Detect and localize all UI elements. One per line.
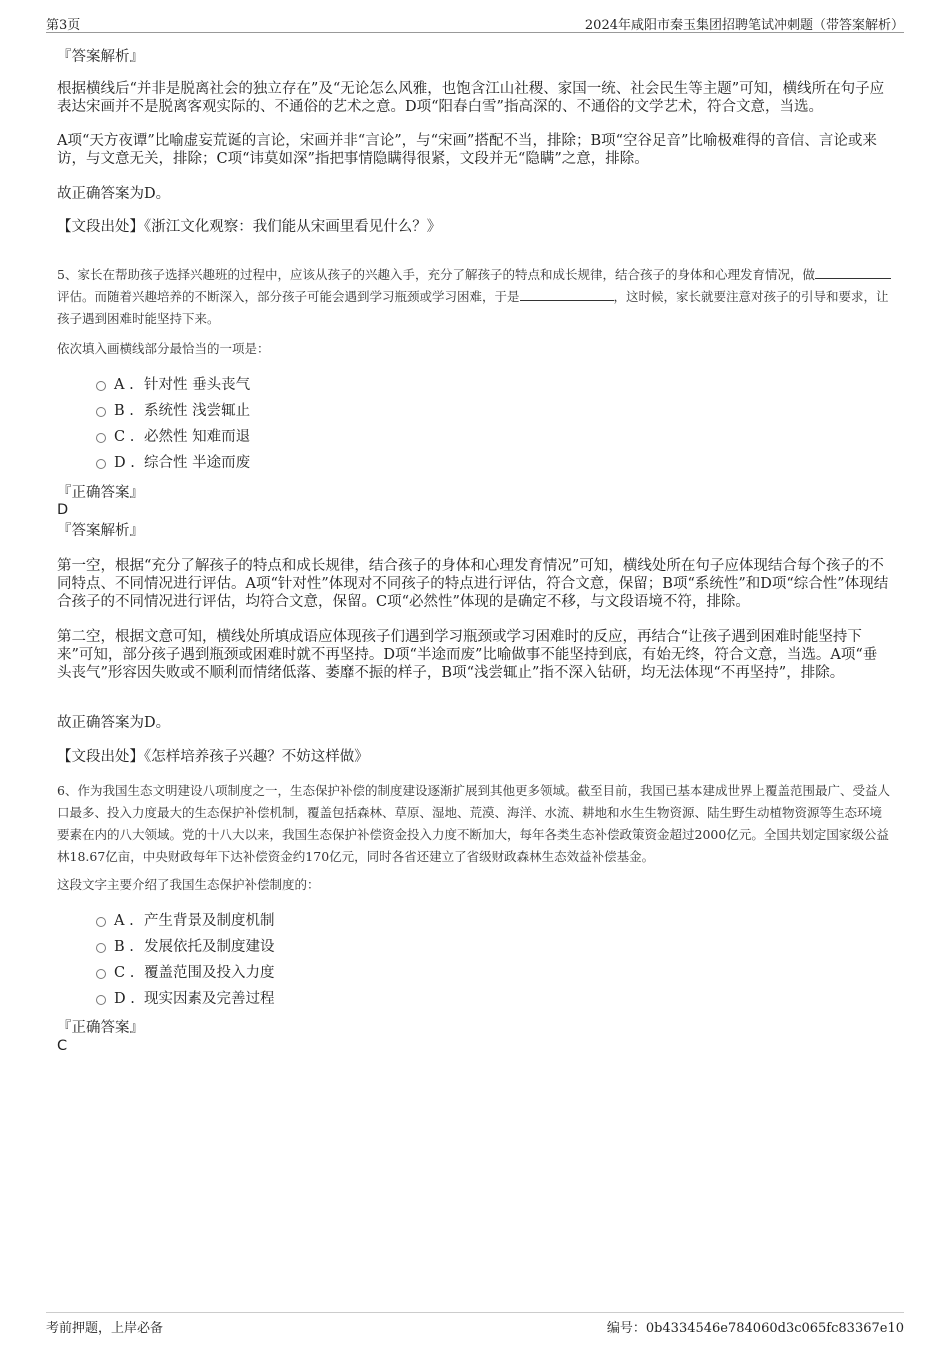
document-title: 2024年咸阳市秦玉集团招聘笔试冲刺题（带答案解析） (584, 18, 904, 33)
radio-icon[interactable] (96, 995, 106, 1005)
document-id: 编号：0b4334546e784060d3c065fc83367e10 (606, 1321, 904, 1336)
radio-icon[interactable] (96, 433, 106, 443)
page-number: 第3页 (46, 18, 81, 33)
q6-option-b[interactable]: B . 发展依托及制度建设 (96, 938, 275, 956)
radio-icon[interactable] (96, 381, 106, 391)
q5-answer-label: 『正确答案』 (57, 485, 144, 501)
q6-option-c[interactable]: C . 覆盖范围及投入力度 (96, 964, 275, 982)
q6-answer: C (57, 1038, 68, 1054)
q6-prompt: 这段文字主要介绍了我国生态保护补偿制度的： (57, 877, 320, 892)
q4-analysis-para1: 根据横线后“并非是脱离社会的独立存在”及“无论怎么风雅，也饱含江山社稷、家国一统、社会民生等主题”可知，横线所在句子应表达宋画并不是脱离客观实际的、不通俗的艺术之意。D项“阳春白雪”指高深的、不通俗的文学艺术，符合文意，当选。 (57, 81, 885, 115)
radio-icon[interactable] (96, 459, 106, 469)
q4-source: 【文段出处】《浙江文化观察：我们能从宋画里看见什么？》 (57, 219, 442, 235)
q6-option-a[interactable]: A . 产生背景及制度机制 (96, 912, 275, 930)
q5-analysis-para2: 第二空，根据文意可知，横线处所填成语应体现孩子们遇到学习瓶颈或学习困难时的反应，再结合“让孩子遇到困难时能坚持下来”可知，部分孩子遇到瓶颈或困难时就不再坚持。D项“半途而废”比喻做事不能坚持到底，有始无终，符合文意，当选。A项“垂头丧气”形容因失败或不顺利而情绪低落、萎靡不振的样子，B项“浅尝辄止”指不深入钻研，均无法体现“不再坚持”，排除。 (57, 629, 878, 681)
radio-icon[interactable] (96, 407, 106, 417)
blank-1 (815, 265, 891, 279)
q5-stem: 5、家长在帮助孩子选择兴趣班的过程中，应该从孩子的兴趣入手，充分了解孩子的特点和成长规律，结合孩子的身体和心理发育情况，做评估。而随着兴趣培养的不断深入，部分孩子可能会遇到学习瓶颈或学习困难，于是 ，这时候，家长就要注意对孩子的引导和要求，让孩子遇到困难时能坚持下来。 (57, 264, 891, 330)
q5-analysis-label: 『答案解析』 (57, 523, 144, 539)
q5-option-a[interactable]: A . 针对性 垂头丧气 (96, 376, 250, 394)
q6-option-d[interactable]: D . 现实因素及完善过程 (96, 990, 275, 1008)
page-footer (46, 1312, 904, 1335)
radio-icon[interactable] (96, 917, 106, 927)
page-header (46, 10, 904, 33)
radio-icon[interactable] (96, 969, 106, 979)
q4-conclusion: 故正确答案为D。 (57, 186, 171, 202)
q4-analysis-label: 『答案解析』 (57, 49, 144, 65)
q4-analysis-para2: A项“天方夜谭”比喻虚妄荒诞的言论，宋画并非“言论”，与“宋画”搭配不当，排除；B项“空谷足音”比喻极难得的音信、言论或来访，与文意无关，排除；C项“讳莫如深”指把事情隐瞒得很紧，文段并无“隐瞒”之意，排除。 (57, 133, 877, 167)
q5-analysis-para1: 第一空，根据“充分了解孩子的特点和成长规律，结合孩子的身体和心理发育情况”可知，横线处所在句子应体现结合每个孩子的不同特点、不同情况进行评估。A项“针对性”体现对不同孩子的特点进行评估，符合文意，保留；B项“系统性”和D项“综合性”体现结合孩子的不同情况进行评估，均符合文意，保留。C项“必然性”体现的是确定不移，与文段语境不符，排除。 (57, 558, 889, 610)
q5-option-d[interactable]: D . 综合性 半途而废 (96, 454, 250, 472)
q5-option-b[interactable]: B . 系统性 浅尝辄止 (96, 402, 250, 420)
q5-source: 【文段出处】《怎样培养孩子兴趣？不妨这样做》 (57, 749, 369, 765)
q5-answer: D (57, 502, 69, 518)
footer-slogan: 考前押题，上岸必备 (46, 1321, 164, 1336)
q5-option-c[interactable]: C . 必然性 知难而退 (96, 428, 250, 446)
q6-answer-label: 『正确答案』 (57, 1020, 144, 1036)
q6-stem: 6、作为我国生态文明建设八项制度之一，生态保护补偿的制度建设逐渐扩展到其他更多领域。截至目前，我国已基本建成世界上覆盖范围最广、受益人口最多、投入力度最大的生态保护补偿机制，覆盖包括森林、草原、湿地、荒漠、海洋、水流、耕地和水生生物资源、陆生野生动植物资源等生态环境要素在内的八大领域。党的十八大以来，我国生态保护补偿资金投入力度不断加大，每年各类生态补偿政策资金超过2000亿元。全国共划定国家级公益林18.67亿亩，中央财政每年下达补偿资金约170亿元，同时各省还建立了省级财政森林生态效益补偿基金。 (57, 783, 890, 864)
q5-prompt: 依次填入画横线部分最恰当的一项是： (57, 341, 270, 356)
radio-icon[interactable] (96, 943, 106, 953)
blank-2 (520, 287, 614, 301)
q5-conclusion: 故正确答案为D。 (57, 715, 171, 731)
